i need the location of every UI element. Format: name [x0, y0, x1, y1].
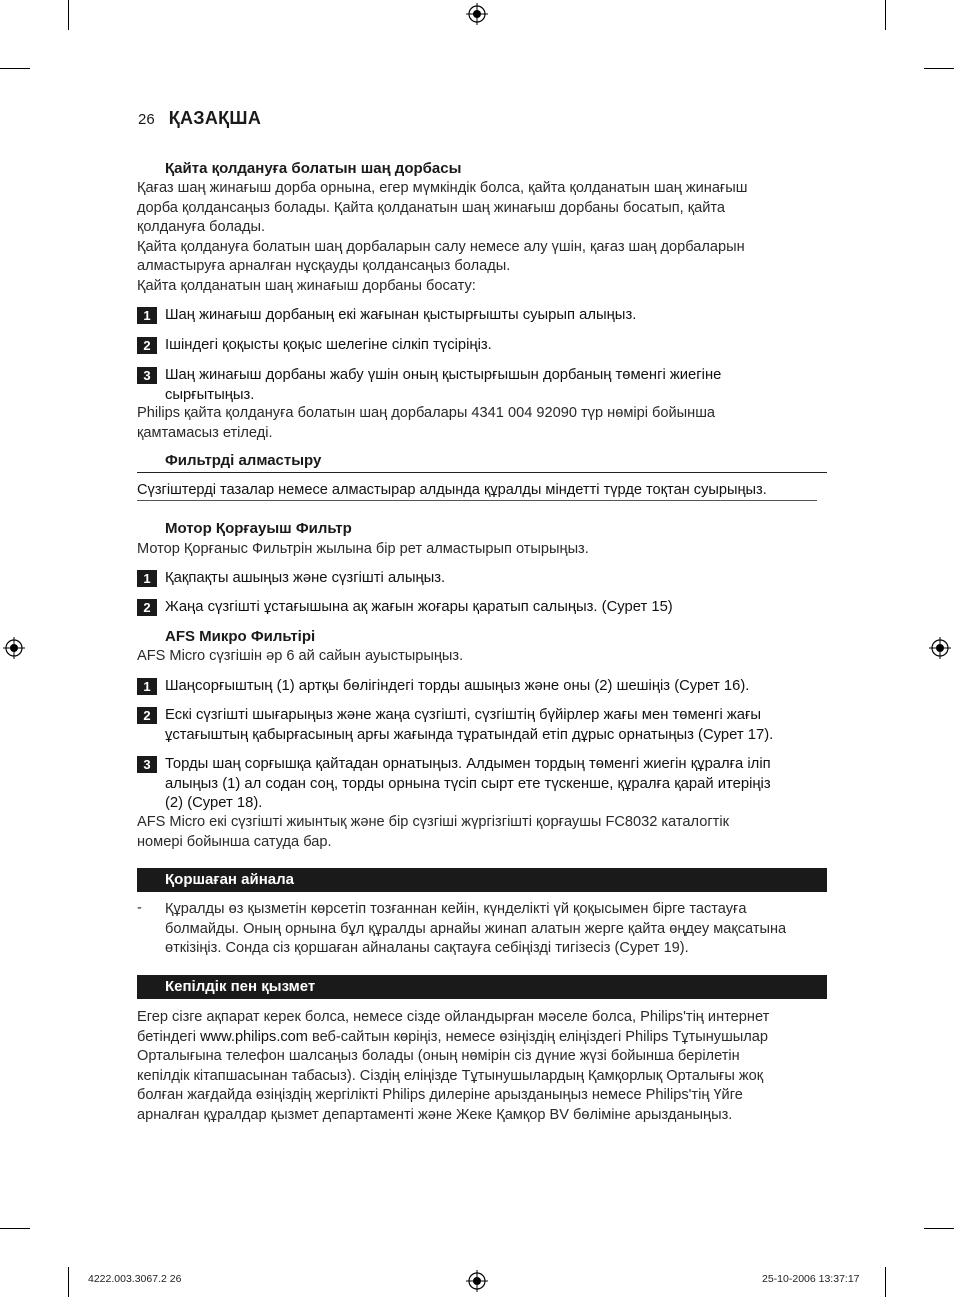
step-item	[137, 336, 827, 356]
step-text	[165, 306, 636, 326]
text-line: Егер сізге ақпарат керек болса, немесе сізде ойландырған мәселе болса, Philips'тің интернет	[137, 1009, 770, 1025]
crop-mark	[0, 68, 30, 69]
step-text	[165, 598, 673, 618]
step-number: 1	[137, 570, 157, 587]
text-line: Қақпақты ашыңыз және сүзгішті алыңыз.	[165, 570, 446, 586]
text-line	[137, 1028, 827, 1048]
step-item	[137, 366, 827, 405]
registration-mark-icon	[466, 3, 488, 25]
text-span: веб-сайтын көріңіз, немесе өзіңіздің еліңіздегі Philips Тұтынушылар	[307, 1028, 769, 1045]
crop-mark	[68, 0, 69, 30]
section-title-afs: AFS Микро Фильтірі	[165, 628, 316, 645]
step-item	[137, 306, 827, 326]
footer-doc-code: 4222.003.3067.2 26	[88, 1273, 182, 1285]
text-line: алыңыз (1) ал содан соң, торды орнына түсіп сырт ете түскенше, құралға қарай итеріңіз	[165, 775, 771, 792]
step-text	[165, 336, 492, 356]
text-line: Қағаз шаң жинағыш дорба орнына, егер мүмкіндік болса, қайта қолданатын шаң жинағыш	[137, 180, 748, 196]
step-item	[137, 755, 827, 814]
text-line: өткізіңіз. Сонда сіз қоршаған айналаны сақтауға себіңізді тигізесіз (Сурет 19).	[165, 940, 689, 957]
crop-mark	[924, 1228, 954, 1229]
step-text	[165, 677, 749, 697]
step-text	[165, 706, 773, 745]
guarantee-body	[137, 1008, 827, 1126]
text-line: алмастыруға арналған нұсқауды қолдансаңыз болады.	[137, 258, 511, 275]
crop-mark	[0, 1228, 30, 1229]
text-span: бетіндегі	[137, 1028, 201, 1045]
step-text	[165, 569, 445, 589]
text-line: Торды шаң сорғышқа қайтадан орнатыңыз. Алдымен тордың төменгі жиегін құралға іліп	[165, 756, 771, 772]
text-line: номері бойынша сатуда бар.	[137, 833, 332, 850]
step-number: 3	[137, 756, 157, 773]
step-number: 1	[137, 678, 157, 695]
reusable-bag-note	[137, 404, 827, 443]
text-line: Қайта қолдануға болатын шаң дорбаларын салу немесе алу үшін, қағаз шаң дорбаларын	[137, 238, 745, 255]
step-number: 1	[137, 307, 157, 324]
page-language-title: ҚАЗАҚША	[168, 108, 262, 128]
step-item	[137, 598, 827, 618]
text-line: Шаң жинағыш дорбаны жабу үшін оның қыстырғышын дорбаның төменгі жиегіне	[165, 367, 722, 383]
crop-mark	[68, 1267, 69, 1297]
registration-mark-icon	[3, 637, 25, 659]
step-text	[165, 755, 771, 814]
text-line: Шаңсорғыштың (1) артқы бөлігіндегі торды ашыңыз және оны (2) шешіңіз (Сурет 16).	[165, 678, 750, 694]
section-title-guarantee: Кепілдік пен қызмет	[137, 975, 827, 999]
text-line: Жаңа сүзгішті ұстағышына ақ жағын жоғары қаратып салыңыз. (Сурет 15)	[165, 599, 673, 615]
afs-note	[137, 813, 827, 852]
text-line: Құралды өз қызметін көрсетіп тозғаннан кейін, күнделікті үй қоқысымен бірге тастауға	[165, 901, 747, 917]
motor-filter-body: Мотор Қорғаныс Фильтрін жылына бір рет алмастырып отырыңыз.	[137, 541, 589, 557]
step-number: 2	[137, 599, 157, 616]
text-line: Ішіндегі қоқысты қоқыс шелегіне сілкіп түсіріңіз.	[165, 337, 492, 353]
text-line: дорба қолдансаңыз болады. Қайта қолданатын шаң жинағыш дорбаны босатып, қайта	[137, 199, 726, 216]
text-line: болмайды. Оның орнына бұл құралды арнайы жинап алатын жерге қайта өңдеу мақсатына	[165, 920, 787, 937]
text-line: Ескі сүзгішті шығарыңыз және жаңа сүзгішті, сүзгіштің бүйірлер жағы мен төменгі жағы	[165, 707, 762, 723]
step-item	[137, 706, 827, 745]
environment-bullet	[137, 900, 827, 959]
section-title-environment: Қоршаған айнала	[137, 868, 827, 892]
text-line: арналған құралдар қызмет департаменті және Жеке Қамқор BV бөліміне арызданыңыз.	[137, 1106, 733, 1123]
text-line: Philips қайта қолдануға болатын шаң дорбалары 4341 004 92090 түр нөмірі бойынша	[137, 405, 716, 421]
text-line: қолдануға болады.	[137, 219, 266, 236]
section-title-filter-replace: Фильтрді алмастыру	[137, 452, 827, 473]
text-line: сырғытыңыз.	[165, 386, 255, 403]
step-item	[137, 677, 827, 697]
bullet-text	[165, 900, 827, 959]
text-line: Орталығына телефон шалсаңыз болады (оның нөмірін сіз дүние жүзі бойынша берілетін	[137, 1048, 740, 1065]
text-line: (2) (Сурет 18).	[165, 795, 263, 811]
philips-website-link[interactable]: www.philips.com	[200, 1028, 308, 1045]
crop-mark	[924, 68, 954, 69]
crop-mark	[885, 0, 886, 30]
text-line: Қайта қолданатын шаң жинағыш дорбаны босату:	[137, 277, 476, 294]
crop-mark	[885, 1267, 886, 1297]
page-header	[138, 108, 261, 129]
reusable-bag-intro	[137, 179, 827, 297]
section-title-reusable-bag: Қайта қолдануға болатын шаң дорбасы	[165, 160, 462, 177]
footer-timestamp: 25-10-2006 13:37:17	[762, 1273, 860, 1285]
text-line: AFS Micro екі сүзгішті жиынтық және бір сүзгіші жүргізгішті қорғаушы FC8032 каталогтік	[137, 814, 729, 830]
text-line: ұстағыштың қабырғасының арғы жағында тұратындай етіп дұрыс орнатыңыз (Сурет 17).	[165, 726, 774, 743]
page-number: 26	[138, 111, 155, 128]
step-number: 3	[137, 367, 157, 384]
text-line: кепілдік кітапшасынан табасыз). Сіздің еліңізде Тұтынушылардың Қамқорлық Орталығы жоқ	[137, 1067, 764, 1084]
step-item	[137, 569, 827, 589]
filter-warning: Сүзгіштерді тазалар немесе алмастырар алдында құралды міндетті түрде тоқтан суырыңыз.	[137, 482, 817, 501]
registration-mark-icon	[466, 1270, 488, 1292]
step-number: 2	[137, 337, 157, 354]
text-line: қамтамасыз етіледі.	[137, 424, 273, 441]
text-line: Шаң жинағыш дорбаның екі жағынан қыстырғышты суырып алыңыз.	[165, 307, 637, 323]
step-text	[165, 366, 721, 405]
section-title-motor-filter: Мотор Қорғауыш Фильтр	[165, 520, 352, 537]
bullet-dash: -	[137, 900, 142, 916]
registration-mark-icon	[929, 637, 951, 659]
step-number: 2	[137, 707, 157, 724]
afs-body: AFS Micro сүзгішін әр 6 ай сайын ауыстырыңыз.	[137, 648, 464, 664]
text-line: болған жағдайда өзіңіздің жергілікті Philips дилеріне арызданыңыз немесе Philips'тің Үйге	[137, 1087, 743, 1104]
